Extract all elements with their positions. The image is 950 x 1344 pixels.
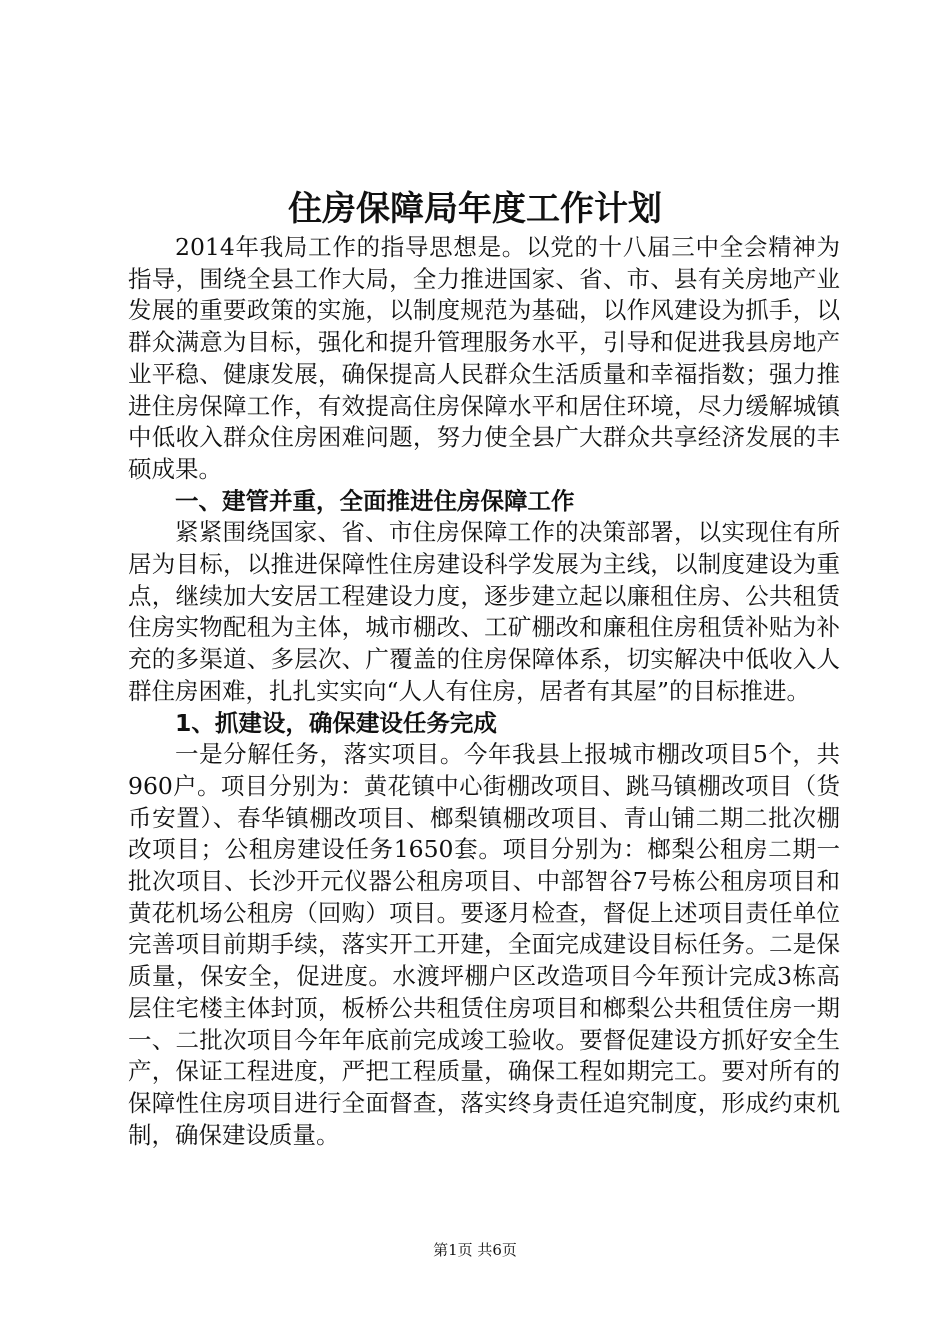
intro-paragraph: 2014年我局工作的指导思想是。以党的十八届三中全会精神为指导，围绕全县工作大局，全力推进国家、省、市、县有关房地产业发展的重要政策的实施，以制度规范为基础，以作风建设为抓手，以群众满意为目标，强化和提升管理服务水平，引导和促进我县房地产业平稳、健康发展，确保提高人民群众生活质量和幸福指数；强力推进住房保障工作，有效提高住房保障水平和居住环境，尽力缓解城镇中低收入群众住房困难问题，努力使全县广大群众共享经济发展的丰硕成果。 (128, 233, 840, 483)
document-body (128, 232, 840, 1151)
subsection-heading: 1、抓建设，确保建设任务完成 (175, 708, 497, 737)
subsection-paragraph: 一是分解任务，落实项目。今年我县上报城市棚改项目5个，共960户。项目分别为：黄花镇中心街棚改项目、跳马镇棚改项目（货币安置）、春华镇棚改项目、榔梨镇棚改项目、青山铺二期二批次棚改项目；公租房建设任务1650套。项目分别为：榔梨公租房二期一批次项目、长沙开元仪器公租房项目、中部智谷7号栋公租房项目和黄花机场公租房（回购）项目。要逐月检查，督促上述项目责任单位完善项目前期手续，落实开工开建，全面完成建设目标任务。二是保质量，保安全，促进度。水渡坪棚户区改造项目今年预计完成3栋高层住宅楼主体封顶，板桥公共租赁住房项目和榔梨公共租赁住房一期一、二批次项目今年年底前完成竣工验收。要督促建设方抓好安全生产，保证工程进度，严把工程质量，确保工程如期完工。要对所有的保障性住房项目进行全面督查，落实终身责任追究制度，形成约束机制，确保建设质量。 (128, 740, 840, 1149)
section-paragraph: 紧紧围绕国家、省、市住房保障工作的决策部署，以实现住有所居为目标，以推进保障性住房建设科学发展为主线，以制度建设为重点，继续加大安居工程建设力度，逐步建立起以廉租住房、公共租赁住房实物配租为主体，城市棚改、工矿棚改和廉租住房租赁补贴为补充的多渠道、多层次、广覆盖的住房保障体系，切实解决中低收入人群住房困难，扎扎实实向“人人有住房，居者有其屋”的目标推进。 (128, 518, 840, 705)
section-heading: 一、建管并重，全面推进住房保障工作 (175, 486, 575, 515)
page-footer: 第1页 共6页 (433, 1241, 517, 1259)
document-title: 住房保障局年度工作计划 (288, 189, 662, 229)
